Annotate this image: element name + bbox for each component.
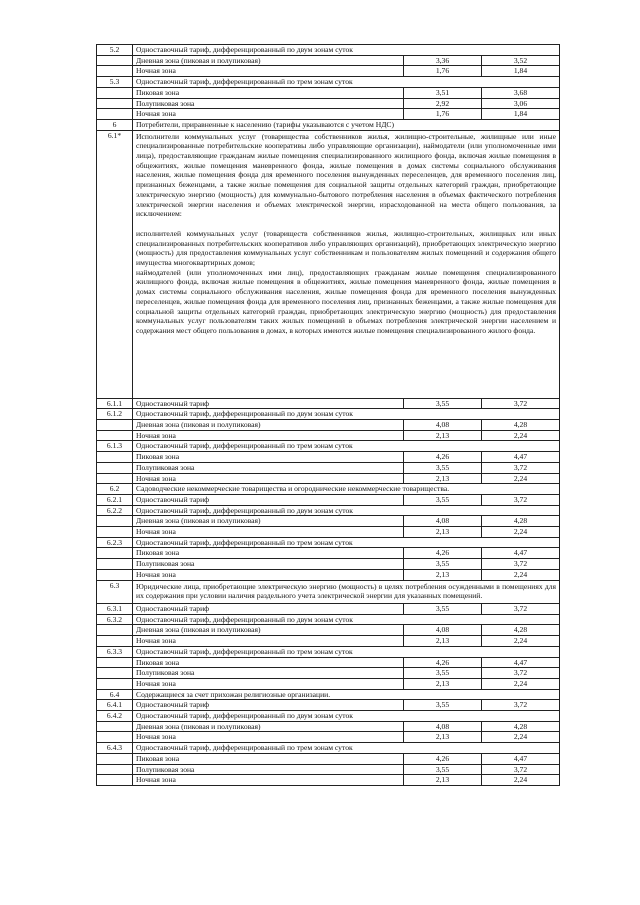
row-number <box>97 98 133 109</box>
tariff-value-second-half: 2,24 <box>482 430 560 441</box>
tariff-value-second-half: 2,24 <box>482 775 560 786</box>
row-number: 6.4.1 <box>97 700 133 711</box>
tariff-label: Дневная зона (пиковая и полупиковая) <box>133 516 404 527</box>
tariff-value-second-half: 3,72 <box>482 462 560 473</box>
row-number: 6.4.3 <box>97 743 133 754</box>
row-number <box>97 87 133 98</box>
tariff-label: Пиковая зона <box>133 452 404 463</box>
tariff-value-second-half: 4,47 <box>482 548 560 559</box>
tariff-label: Пиковая зона <box>133 548 404 559</box>
tariff-label: Ночная зона <box>133 473 404 484</box>
row-number <box>97 430 133 441</box>
row-number <box>97 753 133 764</box>
table-row <box>97 516 560 527</box>
tariff-value-first-half: 3,51 <box>404 87 482 98</box>
tariff-value-second-half: 3,72 <box>482 559 560 570</box>
table-row <box>97 668 560 679</box>
tariff-value-second-half: 2,24 <box>482 732 560 743</box>
tariff-value-first-half: 3,55 <box>404 764 482 775</box>
row-number: 6.1.3 <box>97 441 133 452</box>
table-row <box>97 548 560 559</box>
tariff-value-second-half: 2,24 <box>482 569 560 580</box>
row-number: 6 <box>97 119 133 130</box>
table-row <box>97 462 560 473</box>
section-title: Одноставочный тариф, дифференцированный по двум зонам суток <box>133 409 560 420</box>
tariff-value-first-half: 2,13 <box>404 678 482 689</box>
tariff-value-first-half: 3,55 <box>404 462 482 473</box>
row-number <box>97 462 133 473</box>
tariff-value-first-half: 2,13 <box>404 430 482 441</box>
tariff-value-first-half: 2,13 <box>404 636 482 647</box>
tariff-value-second-half: 2,24 <box>482 527 560 538</box>
tariff-label: Дневная зона (пиковая и полупиковая) <box>133 625 404 636</box>
tariff-label: Одноставочный тариф <box>133 398 404 409</box>
row-number <box>97 636 133 647</box>
table-row <box>97 109 560 120</box>
row-number <box>97 764 133 775</box>
description-paragraph: Исполнители коммунальных услуг (товарищества собственников жилья, жилищно-строительные, жилищные или иные специализированные потребительские кооперативы либо управляющие организации), наймодатели (или уполномоченные ими лица), предоставляющие гражданам жилые помещения специализированного жилищного фонда, включая жилые помещения в общежитиях, жилые помещения маневренного фонда, жилые помещения в домах системы социального обслуживания населения, жилые помещения фонда для временного поселения вынужденных переселенцев, для временного поселения лиц, признанных беженцами, а также жилые помещения для социальной защиты отдельных категорий граждан, приобретающие электрическую энергию (мощность) для коммунально-бытового потребления населения в объемах фактического потребления электрической энергии населения и объемах электрической энергии, израсходованной на места общего пользования, за исключением: <box>136 131 557 219</box>
table-row <box>97 119 560 130</box>
description-paragraph: Юридические лица, приобретающие электрическую энергию (мощность) в целях потребления осужденными в помещениях для их содержания при условии наличия раздельного учета электрической энергии для указанных помещений. <box>136 581 557 601</box>
section-title: Одноставочный тариф, дифференцированный по трем зонам суток <box>133 537 560 548</box>
table-row <box>97 537 560 548</box>
table-row <box>97 441 560 452</box>
tariff-value-second-half: 3,52 <box>482 55 560 66</box>
tariff-value-first-half: 3,55 <box>404 559 482 570</box>
row-number: 6.2.1 <box>97 494 133 505</box>
table-row <box>97 580 560 603</box>
row-number <box>97 527 133 538</box>
row-number: 6.2.3 <box>97 537 133 548</box>
tariff-label: Пиковая зона <box>133 657 404 668</box>
tariff-value-second-half: 4,28 <box>482 516 560 527</box>
tariff-label: Полупиковая зона <box>133 764 404 775</box>
tariff-value-second-half: 3,72 <box>482 668 560 679</box>
row-number: 6.2.2 <box>97 505 133 516</box>
tariff-value-first-half: 3,55 <box>404 603 482 614</box>
section-description <box>133 130 560 398</box>
tariff-value-second-half: 3,06 <box>482 98 560 109</box>
table-row <box>97 614 560 625</box>
table-row <box>97 603 560 614</box>
tariff-value-first-half: 4,08 <box>404 625 482 636</box>
row-number: 6.3 <box>97 580 133 603</box>
table-row <box>97 55 560 66</box>
tariff-value-first-half: 4,08 <box>404 721 482 732</box>
tariff-document-page <box>96 44 559 786</box>
table-row <box>97 130 560 398</box>
tariff-table <box>96 44 560 786</box>
tariff-label: Ночная зона <box>133 527 404 538</box>
section-title: Одноставочный тариф, дифференцированный по двум зонам суток <box>133 614 560 625</box>
table-row <box>97 484 560 495</box>
description-paragraph: исполнителей коммунальных услуг (товариществ собственников жилья, жилищно-строительных, жилищных или иных специализированных потребительских кооперативов либо управляющих организаций), приобретающих электрическую энергию (мощность) для предоставления коммунальных услуг собственникам и пользователям жилых помещений и содержания общего имущества многоквартирных домов; <box>136 228 557 268</box>
tariff-value-second-half: 3,72 <box>482 700 560 711</box>
table-row <box>97 689 560 700</box>
table-row <box>97 569 560 580</box>
tariff-label: Дневная зона (пиковая и полупиковая) <box>133 55 404 66</box>
tariff-value-first-half: 4,26 <box>404 753 482 764</box>
tariff-value-second-half: 3,72 <box>482 603 560 614</box>
tariff-value-second-half: 3,72 <box>482 398 560 409</box>
table-row <box>97 505 560 516</box>
tariff-value-first-half: 1,76 <box>404 109 482 120</box>
table-row <box>97 775 560 786</box>
tariff-value-first-half: 3,55 <box>404 494 482 505</box>
row-number: 6.4.2 <box>97 711 133 722</box>
table-row <box>97 398 560 409</box>
table-row <box>97 98 560 109</box>
tariff-label: Одноставочный тариф <box>133 603 404 614</box>
tariff-value-second-half: 2,24 <box>482 473 560 484</box>
tariff-label: Одноставочный тариф <box>133 700 404 711</box>
tariff-value-first-half: 4,26 <box>404 657 482 668</box>
row-number: 6.1.2 <box>97 409 133 420</box>
row-number: 5.3 <box>97 77 133 88</box>
section-title: Одноставочный тариф, дифференцированный по трем зонам суток <box>133 441 560 452</box>
tariff-value-second-half: 4,47 <box>482 657 560 668</box>
table-row <box>97 625 560 636</box>
table-row <box>97 711 560 722</box>
table-row <box>97 646 560 657</box>
tariff-value-second-half: 3,72 <box>482 494 560 505</box>
row-number <box>97 721 133 732</box>
tariff-label: Пиковая зона <box>133 87 404 98</box>
tariff-label: Ночная зона <box>133 636 404 647</box>
row-number: 6.2 <box>97 484 133 495</box>
table-row <box>97 527 560 538</box>
row-number <box>97 678 133 689</box>
tariff-value-first-half: 4,26 <box>404 452 482 463</box>
table-row <box>97 678 560 689</box>
row-number <box>97 625 133 636</box>
tariff-value-first-half: 2,13 <box>404 473 482 484</box>
table-row <box>97 45 560 56</box>
tariff-value-second-half: 1,84 <box>482 66 560 77</box>
table-row <box>97 764 560 775</box>
tariff-value-first-half: 1,76 <box>404 66 482 77</box>
row-number <box>97 66 133 77</box>
tariff-label: Одноставочный тариф <box>133 494 404 505</box>
tariff-value-second-half: 4,47 <box>482 452 560 463</box>
row-number <box>97 668 133 679</box>
tariff-value-first-half: 3,55 <box>404 700 482 711</box>
tariff-label: Полупиковая зона <box>133 462 404 473</box>
table-row <box>97 452 560 463</box>
table-row <box>97 721 560 732</box>
tariff-label: Ночная зона <box>133 678 404 689</box>
row-number <box>97 452 133 463</box>
tariff-value-first-half: 2,92 <box>404 98 482 109</box>
tariff-label: Полупиковая зона <box>133 668 404 679</box>
row-number <box>97 657 133 668</box>
tariff-label: Ночная зона <box>133 569 404 580</box>
row-number: 6.4 <box>97 689 133 700</box>
tariff-label: Пиковая зона <box>133 753 404 764</box>
section-title: Потребители, приравненные к населению (тарифы указываются с учетом НДС) <box>133 119 560 130</box>
tariff-value-first-half: 4,08 <box>404 516 482 527</box>
tariff-value-first-half: 2,13 <box>404 527 482 538</box>
table-row <box>97 409 560 420</box>
table-row <box>97 732 560 743</box>
section-title: Одноставочный тариф, дифференцированный по двум зонам суток <box>133 505 560 516</box>
row-number <box>97 732 133 743</box>
tariff-value-first-half: 3,36 <box>404 55 482 66</box>
table-row <box>97 87 560 98</box>
tariff-table-body <box>97 45 560 786</box>
tariff-value-first-half: 2,13 <box>404 775 482 786</box>
tariff-label: Полупиковая зона <box>133 98 404 109</box>
tariff-value-first-half: 4,08 <box>404 420 482 431</box>
section-title: Одноставочный тариф, дифференцированный по двум зонам суток <box>133 711 560 722</box>
section-title: Одноставочный тариф, дифференцированный по трем зонам суток <box>133 77 560 88</box>
tariff-value-first-half: 3,55 <box>404 668 482 679</box>
tariff-label: Полупиковая зона <box>133 559 404 570</box>
tariff-label: Дневная зона (пиковая и полупиковая) <box>133 420 404 431</box>
row-number: 6.3.2 <box>97 614 133 625</box>
tariff-value-first-half: 4,26 <box>404 548 482 559</box>
row-number <box>97 516 133 527</box>
tariff-label: Ночная зона <box>133 430 404 441</box>
tariff-label: Ночная зона <box>133 775 404 786</box>
table-row <box>97 657 560 668</box>
row-number <box>97 55 133 66</box>
row-number <box>97 548 133 559</box>
section-title: Одноставочный тариф, дифференцированный по двум зонам суток <box>133 45 560 56</box>
tariff-value-second-half: 2,24 <box>482 678 560 689</box>
section-title: Одноставочный тариф, дифференцированный по трем зонам суток <box>133 743 560 754</box>
row-number <box>97 420 133 431</box>
row-number <box>97 559 133 570</box>
table-row <box>97 66 560 77</box>
tariff-value-second-half: 1,84 <box>482 109 560 120</box>
tariff-label: Ночная зона <box>133 66 404 77</box>
tariff-value-second-half: 3,72 <box>482 764 560 775</box>
table-row <box>97 753 560 764</box>
section-title: Содержащиеся за счет прихожан религиозные организации. <box>133 689 560 700</box>
table-row <box>97 494 560 505</box>
row-number <box>97 109 133 120</box>
tariff-label: Ночная зона <box>133 732 404 743</box>
section-title: Садоводческие некоммерческие товарищества и огороднические некоммерческие товарищества. <box>133 484 560 495</box>
tariff-value-second-half: 4,28 <box>482 625 560 636</box>
tariff-label: Ночная зона <box>133 109 404 120</box>
tariff-value-first-half: 2,13 <box>404 569 482 580</box>
row-number: 6.1* <box>97 130 133 398</box>
table-row <box>97 420 560 431</box>
section-description <box>133 580 560 603</box>
tariff-value-first-half: 3,55 <box>404 398 482 409</box>
table-row <box>97 636 560 647</box>
table-row <box>97 430 560 441</box>
row-number: 6.3.1 <box>97 603 133 614</box>
tariff-label: Дневная зона (пиковая и полупиковая) <box>133 721 404 732</box>
table-row <box>97 77 560 88</box>
row-number: 5.2 <box>97 45 133 56</box>
tariff-value-first-half: 2,13 <box>404 732 482 743</box>
table-row <box>97 743 560 754</box>
tariff-value-second-half: 2,24 <box>482 636 560 647</box>
tariff-value-second-half: 3,68 <box>482 87 560 98</box>
row-number <box>97 775 133 786</box>
row-number <box>97 569 133 580</box>
tariff-value-second-half: 4,28 <box>482 420 560 431</box>
table-row <box>97 559 560 570</box>
row-number: 6.3.3 <box>97 646 133 657</box>
description-paragraph: наймодателей (или уполномоченных ими лиц), предоставляющих гражданам жилые помещения специализированного жилищного фонда, включая жилые помещения в общежитиях, жилые помещения маневренного фонда, жилые помещения в домах системы социального обслуживания населения, жилые помещения фонда для временного поселения вынужденных переселенцев, жилые помещения фонда для временного поселения лиц, признанных беженцами, а также жилые помещения для социальной защиты отдельных категорий граждан, приобретающих электрическую энергию (мощность) для предоставления коммунальных услуг пользователям таких жилых помещений в объемах потребления электрической энергии населением и содержания мест общего пользования в домах, в которых имеются жилые помещения специализированного жилого фонда. <box>136 267 557 335</box>
tariff-value-second-half: 4,47 <box>482 753 560 764</box>
section-title: Одноставочный тариф, дифференцированный по трем зонам суток <box>133 646 560 657</box>
table-row <box>97 473 560 484</box>
tariff-value-second-half: 4,28 <box>482 721 560 732</box>
row-number <box>97 473 133 484</box>
row-number: 6.1.1 <box>97 398 133 409</box>
table-row <box>97 700 560 711</box>
